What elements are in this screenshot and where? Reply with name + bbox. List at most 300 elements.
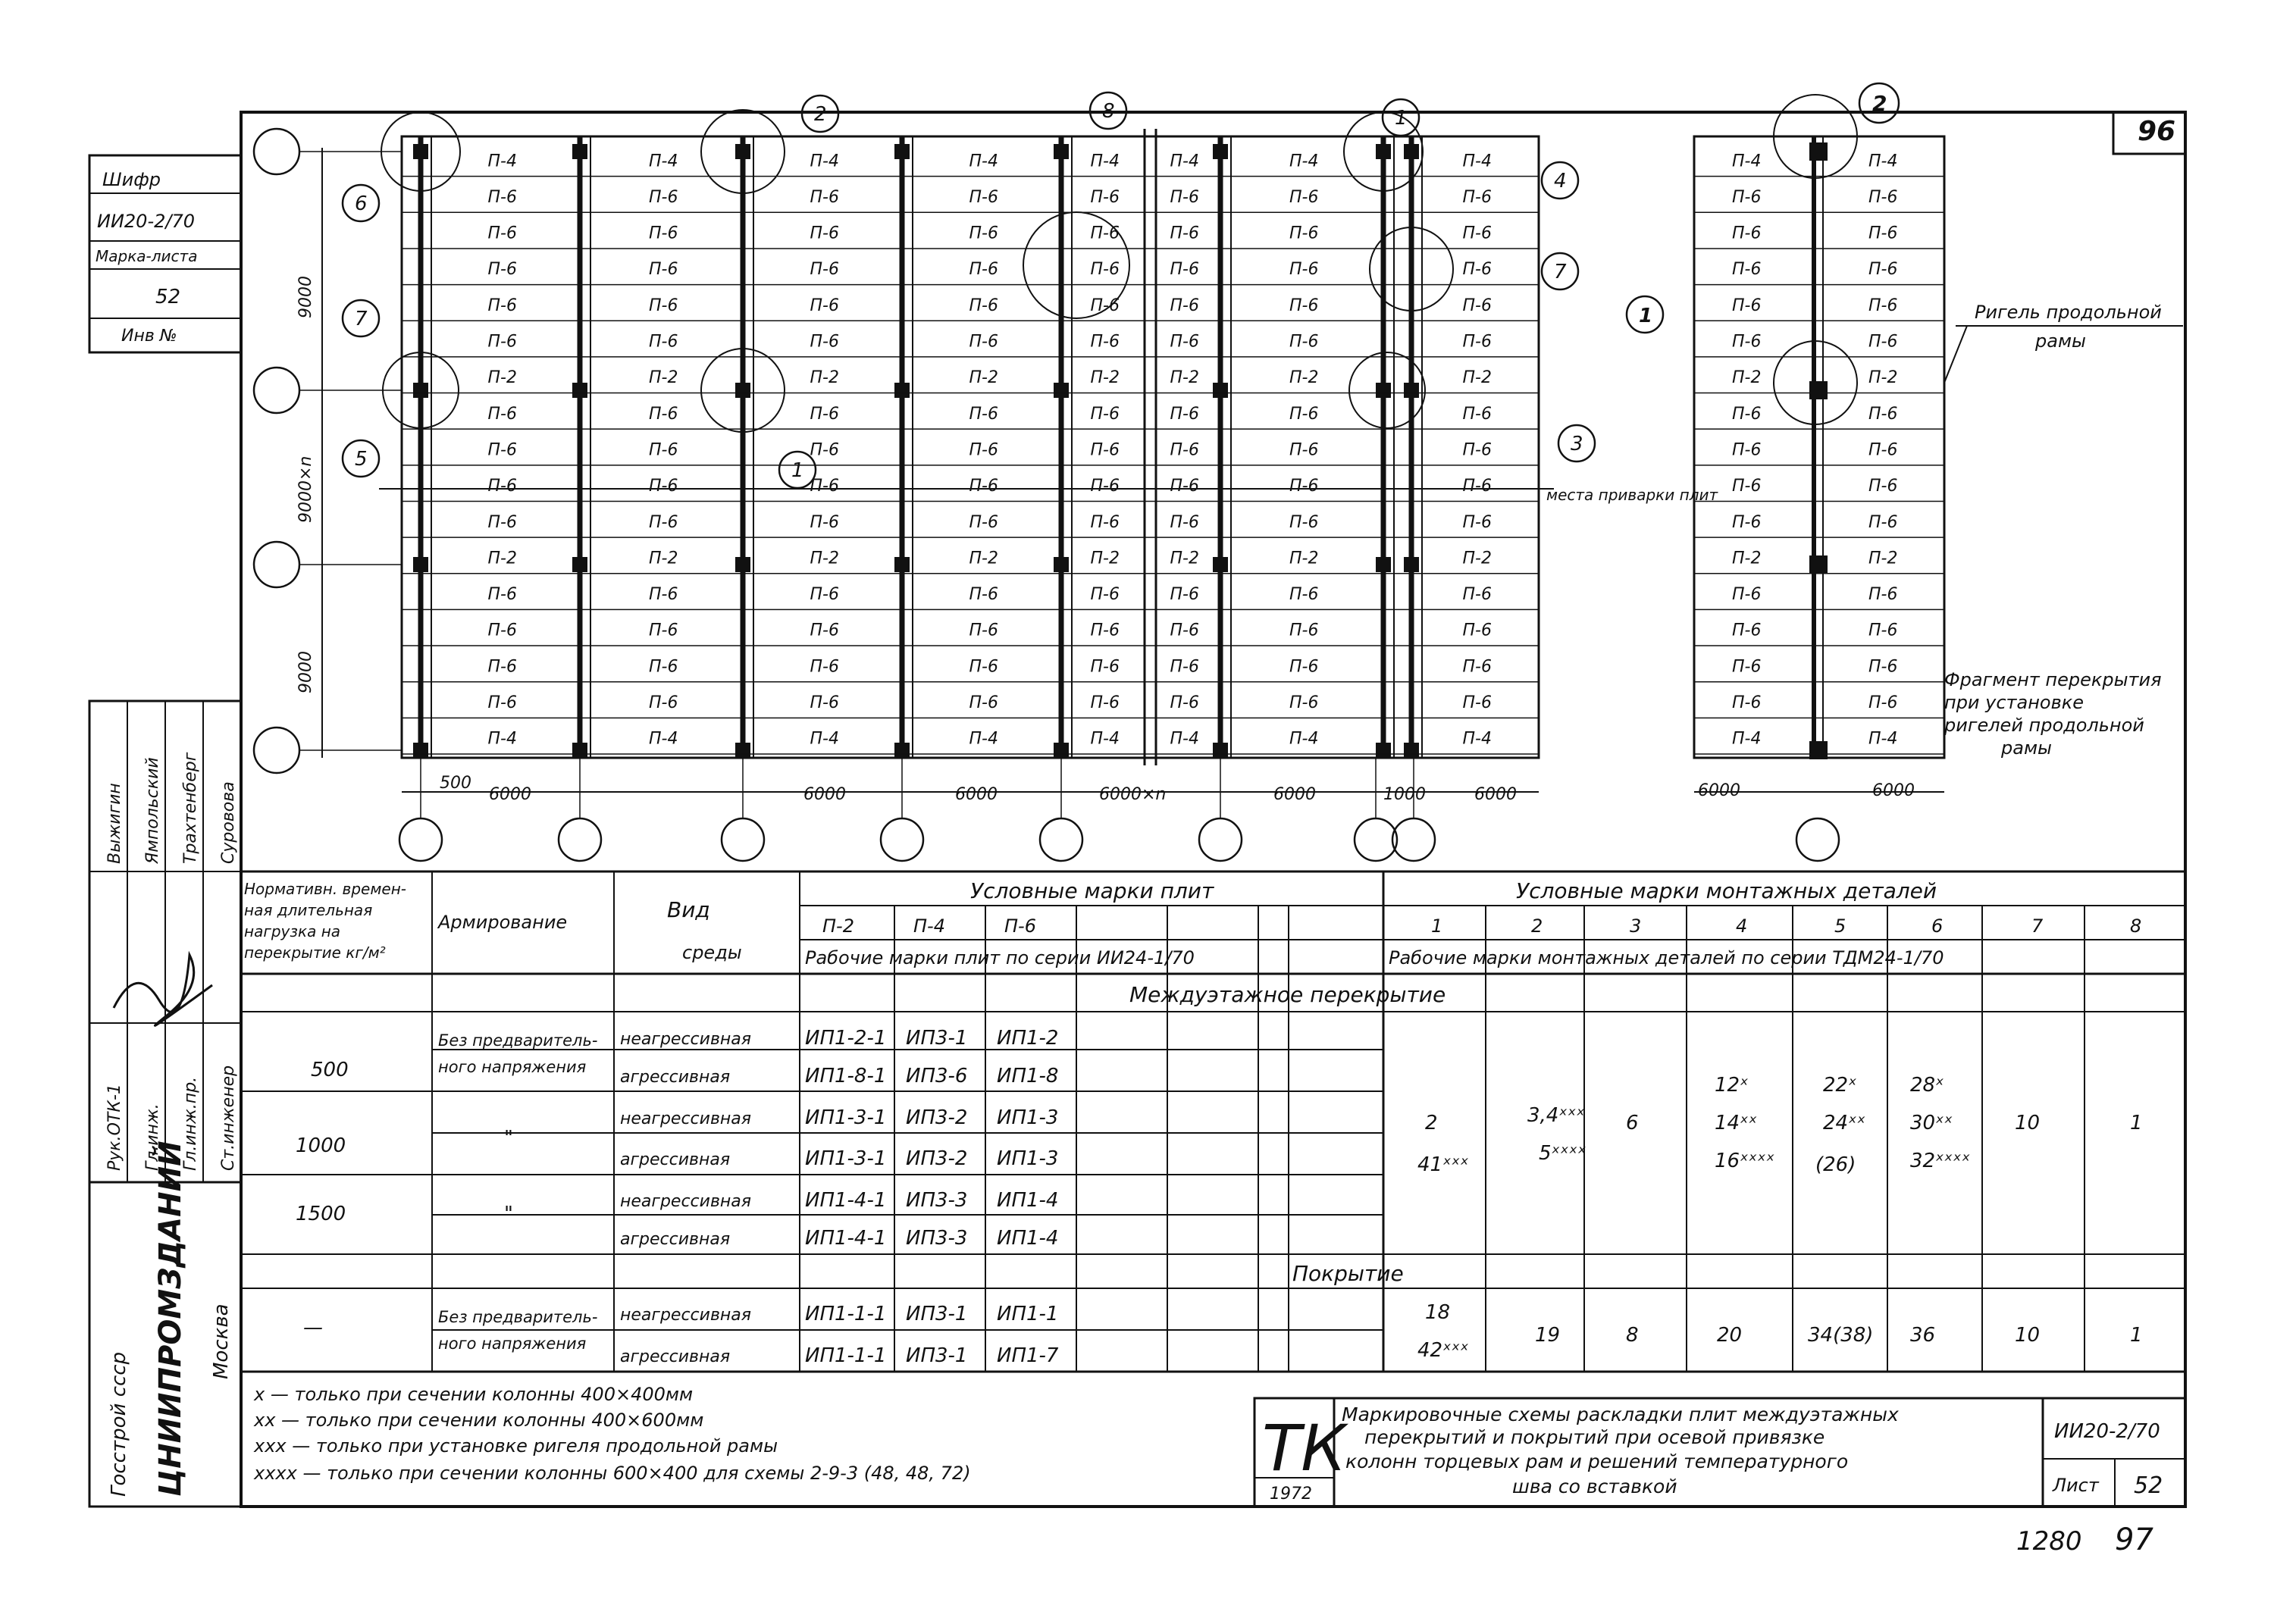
slab-label: П-6: [1170, 512, 1199, 532]
callout-number: 7: [355, 308, 368, 330]
env-cell: неагрессивная: [620, 1030, 752, 1049]
role-3: Гл.инж.пр.: [181, 1076, 200, 1171]
slab-label: П-6: [1289, 187, 1319, 207]
slab-label: П-6: [487, 440, 517, 460]
slab-label: П-6: [649, 260, 678, 280]
column-node: [735, 557, 750, 572]
slab-label: П-6: [1462, 693, 1492, 713]
inv-label: Инв №: [121, 327, 177, 346]
slab-label: П-4: [1462, 152, 1492, 171]
working-mark-p4: ИП3-3: [906, 1189, 968, 1212]
slab-label: П-6: [810, 693, 839, 713]
fragment-slab-label: П-4: [1868, 729, 1898, 749]
column-node: [1213, 144, 1228, 159]
note-2: хх — только при сечении колонны 400×600мм: [254, 1410, 704, 1431]
slab-label: П-6: [487, 260, 517, 280]
dim-h-5: 6000×n: [1099, 785, 1167, 804]
slab-label: П-6: [969, 585, 998, 605]
fragment-slab-label: П-6: [1732, 621, 1762, 640]
dim-v-2: 9000×n: [296, 455, 315, 523]
env-cell: агрессивная: [620, 1150, 731, 1169]
load-roof: —: [303, 1316, 323, 1339]
working-mark-p4: ИП3-2: [906, 1147, 968, 1170]
axis-bubble: [559, 818, 601, 861]
fragment-slab-label: П-4: [1732, 729, 1762, 749]
rd1-a: 18: [1425, 1301, 1451, 1324]
slab-label: П-6: [649, 477, 678, 496]
role-4: Ст.инженер: [219, 1065, 238, 1171]
detail-number-header: 4: [1736, 915, 1748, 937]
reinf-roof-1: Без предваритель-: [438, 1308, 598, 1326]
working-mark-p4: ИП3-1: [906, 1027, 968, 1050]
slab-label: П-6: [810, 440, 839, 460]
fd6-c: 32ˣˣˣˣ: [1910, 1150, 1971, 1172]
slab-label: П-6: [969, 296, 998, 315]
slab-label: П-6: [1170, 260, 1199, 280]
column-node: [1404, 383, 1419, 398]
env-cell: агрессивная: [620, 1068, 731, 1087]
callout-number: 6: [355, 192, 368, 215]
tk-year: 1972: [1270, 1485, 1312, 1504]
column-node: [1404, 743, 1419, 758]
sheet-number-bottom: 97: [2115, 1522, 2153, 1557]
slab-label: П-6: [1090, 693, 1120, 713]
note-3: ххх — только при установке ригеля продольной рамы: [254, 1435, 778, 1457]
working-mark-p6: ИП1-4: [997, 1189, 1059, 1212]
working-mark-p4: ИП3-1: [906, 1344, 968, 1367]
working-mark-p6: ИП1-1: [997, 1303, 1059, 1325]
detail-number-header: 7: [2031, 915, 2044, 937]
axis-bubble: [881, 818, 923, 861]
slab-label: П-6: [1462, 332, 1492, 352]
fragment-slab-label: П-6: [1732, 657, 1762, 677]
slab-label: П-2: [487, 549, 517, 568]
axis-bubble: [254, 368, 299, 413]
slab-label: П-6: [1462, 657, 1492, 677]
slab-label: П-6: [810, 187, 839, 207]
slab-label: П-2: [649, 549, 678, 568]
slab-label: П-6: [1170, 187, 1199, 207]
column-node: [572, 743, 587, 758]
rd7: 10: [2015, 1324, 2041, 1347]
cipher-value: ИИ20-2/70: [97, 211, 195, 232]
slab-mark-header: П-2: [822, 915, 854, 937]
fd5-c: (26): [1815, 1153, 1856, 1176]
working-mark-p2: ИП1-2-1: [805, 1027, 887, 1050]
column-node: [572, 383, 587, 398]
fragment-slab-label: П-6: [1868, 332, 1898, 352]
slab-label: П-2: [1090, 549, 1120, 568]
section-roof: Покрытие: [1292, 1261, 1404, 1286]
slab-label: П-2: [1289, 368, 1319, 388]
slab-label: П-6: [1090, 440, 1120, 460]
fragment-slab-label: П-2: [1732, 368, 1762, 388]
slab-label: П-4: [969, 729, 998, 749]
working-mark-p6: ИП1-7: [997, 1344, 1059, 1367]
slab-label: П-6: [810, 404, 839, 424]
column-node: [735, 144, 750, 159]
column-node: [1213, 383, 1228, 398]
working-mark-p2: ИП1-4-1: [805, 1227, 887, 1250]
hdr-working-slabs: Рабочие марки плит по серии ИИ24-1/70: [805, 947, 1195, 968]
working-mark-p2: ИП1-3-1: [805, 1147, 887, 1170]
slab-label: П-4: [1289, 729, 1319, 749]
slab-label: П-6: [810, 477, 839, 496]
fragment-slab-label: П-4: [1868, 152, 1898, 171]
slab-label: П-2: [969, 368, 998, 388]
detail-number-header: 6: [1931, 915, 1944, 937]
slab-label: П-6: [1090, 621, 1120, 640]
slab-label: П-4: [810, 729, 839, 749]
slab-label: П-4: [487, 152, 517, 171]
slab-label: П-6: [1289, 440, 1319, 460]
fd7: 10: [2015, 1112, 2041, 1134]
slab-label: П-4: [649, 729, 678, 749]
title-line-3: колонн торцевых рам и решений температурного: [1345, 1450, 1849, 1472]
slab-label: П-2: [1170, 549, 1199, 568]
title-code: ИИ20-2/70: [2054, 1420, 2160, 1443]
column-node: [894, 144, 910, 159]
fragment-slab-label: П-4: [1732, 152, 1762, 171]
hdr-working-details: Рабочие марки монтажных деталей по серии ТДМ24-1/70: [1389, 947, 1944, 968]
fd5-a: 22ˣ: [1823, 1074, 1857, 1097]
column-node: [1376, 557, 1391, 572]
reinf-roof-2: ного напряжения: [438, 1335, 587, 1353]
fragment-slab-label: П-6: [1868, 260, 1898, 280]
plan-slab-rows: [402, 152, 1539, 754]
column-node: [1054, 743, 1069, 758]
working-mark-p6: ИП1-3: [997, 1106, 1059, 1129]
frag-caption-1: Фрагмент перекрытия: [1944, 669, 2162, 690]
fragment-slab-label: П-6: [1868, 585, 1898, 605]
table-rows: [620, 1027, 1059, 1367]
slab-label: П-4: [1289, 152, 1319, 171]
slab-label: П-6: [1170, 657, 1199, 677]
slab-label: П-6: [810, 224, 839, 243]
slab-label: П-6: [1462, 585, 1492, 605]
fragment-slab-label: П-6: [1868, 693, 1898, 713]
env-cell: неагрессивная: [620, 1109, 752, 1128]
detail-number-header: 5: [1834, 915, 1846, 937]
column-node: [1404, 557, 1419, 572]
fd4-c: 16ˣˣˣˣ: [1715, 1150, 1775, 1172]
fd8: 1: [2130, 1112, 2143, 1134]
rd2: 19: [1535, 1324, 1561, 1347]
slab-label: П-2: [649, 368, 678, 388]
slab-label: П-6: [1090, 296, 1120, 315]
slab-label: П-2: [487, 368, 517, 388]
hdr-reinf: Армирование: [438, 912, 568, 933]
fragment-slab-label: П-6: [1732, 440, 1762, 460]
note-1: х — только при сечении колонны 400×400мм: [254, 1384, 694, 1405]
table-grid-lines: [894, 906, 2084, 1372]
slab-label: П-6: [810, 657, 839, 677]
slab-label: П-4: [1090, 729, 1120, 749]
slab-label: П-2: [810, 549, 839, 568]
title-block: [1254, 1398, 2185, 1507]
name-1: Выжигин: [105, 783, 124, 864]
slab-label: П-6: [1090, 224, 1120, 243]
frag-callout-1: 1: [1639, 305, 1653, 327]
slab-label: П-2: [1462, 368, 1492, 388]
callout-number: 3: [1571, 433, 1583, 455]
hdr-load-3: нагрузка на: [244, 922, 341, 940]
slab-label: П-2: [969, 549, 998, 568]
slab-label: П-6: [487, 224, 517, 243]
column-node: [894, 743, 910, 758]
slab-label: П-6: [487, 296, 517, 315]
detail-number-header: 3: [1630, 915, 1642, 937]
hdr-detail-group: Условные марки монтажных деталей: [1516, 878, 1937, 903]
slab-label: П-6: [649, 693, 678, 713]
slab-label: П-6: [969, 187, 998, 207]
axis-bubble: [1199, 818, 1242, 861]
frag-dim-1: 6000: [1698, 781, 1740, 800]
stamp-bottom: 1280: [2016, 1526, 2082, 1557]
dim-h-1: 500: [440, 774, 471, 793]
slab-label: П-6: [649, 621, 678, 640]
slab-label: П-6: [1090, 512, 1120, 532]
slab-label: П-6: [1170, 404, 1199, 424]
fragment-slab-rows: [1694, 142, 1944, 759]
slab-mark-headers: [822, 915, 1036, 937]
slab-label: П-6: [969, 512, 998, 532]
note-4: хххх — только при сечении колонны 600×400 для схемы 2-9-3 (48, 48, 72): [254, 1463, 971, 1484]
slab-label: П-2: [810, 368, 839, 388]
dim-h-2: 6000: [489, 785, 531, 804]
load-1500: 1500: [296, 1203, 346, 1225]
dim-h-7: 1000: [1383, 785, 1426, 804]
fragment-slab-label: П-6: [1732, 693, 1762, 713]
env-cell: агрессивная: [620, 1230, 731, 1249]
fragment-slab-label: П-6: [1732, 332, 1762, 352]
slab-label: П-6: [1462, 621, 1492, 640]
org-1: Госстрой ссср: [108, 1351, 130, 1497]
slab-label: П-6: [1090, 585, 1120, 605]
slab-label: П-6: [1090, 404, 1120, 424]
fd6-b: 30ˣˣ: [1910, 1112, 1953, 1134]
callout-number: 5: [355, 448, 368, 471]
slab-label: П-6: [1170, 224, 1199, 243]
mark-value: 52: [155, 286, 181, 308]
working-mark-p4: ИП3-1: [906, 1303, 968, 1325]
slab-label: П-6: [969, 440, 998, 460]
column-node: [1213, 743, 1228, 758]
axis-bubble: [1355, 818, 1397, 861]
side-block: [89, 701, 241, 1507]
fragment-slab-label: П-6: [1868, 224, 1898, 243]
title-line-4: шва со вставкой: [1512, 1475, 1677, 1497]
slab-label: П-2: [1170, 368, 1199, 388]
fd3: 6: [1626, 1112, 1639, 1134]
title-sheet-number: 52: [2134, 1472, 2163, 1499]
fragment-slab-label: П-6: [1732, 585, 1762, 605]
reinf-floor-1: Без предваритель-: [438, 1031, 598, 1050]
frag-caption-3: ригелей продольной: [1944, 715, 2144, 736]
column-node: [735, 383, 750, 398]
org-2: ЦНИИПРОМЗДАНИЙ: [153, 1141, 188, 1497]
detail-number-header: 1: [1431, 915, 1443, 937]
fd6-a: 28ˣ: [1910, 1074, 1944, 1097]
column-node: [413, 383, 428, 398]
frag-caption-4: рамы: [2001, 737, 2052, 759]
slab-label: П-6: [487, 477, 517, 496]
slab-mark-header: П-6: [1004, 915, 1036, 937]
working-mark-p4: ИП3-6: [906, 1065, 968, 1087]
callout-number: 8: [1102, 100, 1115, 123]
slab-label: П-6: [487, 693, 517, 713]
fragment-slab-label: П-6: [1732, 404, 1762, 424]
fragment-slab-label: П-6: [1868, 512, 1898, 532]
column-node: [413, 743, 428, 758]
load-1000: 1000: [296, 1134, 346, 1157]
slab-label: П-6: [1170, 585, 1199, 605]
slab-mark-header: П-4: [913, 915, 945, 937]
slab-label: П-4: [1170, 729, 1199, 749]
slab-label: П-4: [969, 152, 998, 171]
slab-label: П-6: [1170, 296, 1199, 315]
slab-label: П-4: [810, 152, 839, 171]
name-4: Суровова: [219, 781, 238, 864]
dim-h-8: 6000: [1474, 785, 1517, 804]
slab-label: П-6: [810, 621, 839, 640]
working-mark-p4: ИП3-2: [906, 1106, 968, 1129]
working-mark-p2: ИП1-1-1: [805, 1344, 887, 1367]
fragment-slab-label: П-6: [1868, 296, 1898, 315]
sheet-frame: [241, 112, 2185, 1507]
slab-label: П-6: [1170, 332, 1199, 352]
axis-bubble: [254, 728, 299, 773]
slab-label: П-4: [1170, 152, 1199, 171]
slab-label: П-2: [1462, 549, 1492, 568]
slab-label: П-6: [649, 657, 678, 677]
fragment-slab-label: П-2: [1868, 368, 1898, 388]
hdr-slab-group: Условные марки плит: [970, 878, 1214, 903]
slab-label: П-6: [1462, 440, 1492, 460]
working-mark-p6: ИП1-3: [997, 1147, 1059, 1170]
column-node: [413, 557, 428, 572]
slab-label: П-6: [487, 332, 517, 352]
dim-h-4: 6000: [955, 785, 998, 804]
slab-label: П-6: [1170, 440, 1199, 460]
slab-label: П-6: [1170, 621, 1199, 640]
fragment-slab-label: П-6: [1868, 657, 1898, 677]
slab-label: П-6: [1289, 621, 1319, 640]
slab-label: П-6: [1289, 224, 1319, 243]
left-stamp: [89, 155, 241, 352]
column-node: [1376, 383, 1391, 398]
slab-label: П-6: [487, 621, 517, 640]
slab-label: П-6: [1170, 477, 1199, 496]
slab-label: П-6: [1090, 477, 1120, 496]
column-node: [572, 144, 587, 159]
slab-label: П-4: [487, 729, 517, 749]
spec-table: [241, 871, 2185, 1372]
reinf-ditto-2: ": [504, 1203, 513, 1225]
slab-label: П-6: [649, 187, 678, 207]
sheet-number-top: 96: [2138, 116, 2176, 147]
slab-label: П-4: [1462, 729, 1492, 749]
slab-label: П-6: [1462, 404, 1492, 424]
hdr-load-4: перекрытие кг/м²: [244, 943, 386, 962]
slab-label: П-6: [1462, 260, 1492, 280]
slab-label: П-6: [487, 187, 517, 207]
rd4: 20: [1717, 1324, 1743, 1347]
slab-label: П-6: [1289, 260, 1319, 280]
callout-number: 1: [1395, 107, 1408, 130]
slab-label: П-6: [1462, 187, 1492, 207]
callout-number: 1: [791, 459, 804, 482]
working-mark-p6: ИП1-8: [997, 1065, 1059, 1087]
detail-number-header: 2: [1531, 915, 1543, 937]
slab-label: П-2: [1090, 368, 1120, 388]
column-node: [1054, 383, 1069, 398]
column-node: [1213, 557, 1228, 572]
fragment-slab-label: П-6: [1868, 404, 1898, 424]
column-node: [1376, 144, 1391, 159]
slab-label: П-6: [810, 296, 839, 315]
slab-label: П-2: [1289, 549, 1319, 568]
dim-v-1: 9000: [296, 276, 315, 318]
slab-label: П-4: [1090, 152, 1120, 171]
frag-label-2: рамы: [2035, 330, 2086, 352]
fd2-b: 5ˣˣˣˣ: [1539, 1142, 1586, 1165]
slab-label: П-6: [1289, 332, 1319, 352]
footnotes: [253, 1384, 971, 1484]
cipher-label: Шифр: [102, 169, 161, 190]
slab-label: П-6: [1462, 296, 1492, 315]
slab-label: П-6: [1090, 332, 1120, 352]
plan-columns: [379, 129, 1554, 765]
slab-label: П-6: [969, 332, 998, 352]
slab-label: П-6: [1170, 693, 1199, 713]
slab-label: П-6: [969, 224, 998, 243]
seam-note: места приварки плит: [1546, 486, 1718, 504]
fragment-plan: [1627, 83, 2183, 861]
working-mark-p6: ИП1-4: [997, 1227, 1059, 1250]
slab-label: П-6: [649, 585, 678, 605]
axis-bubble: [722, 818, 764, 861]
slab-label: П-6: [649, 440, 678, 460]
fragment-slab-label: П-6: [1732, 187, 1762, 207]
column-node: [572, 557, 587, 572]
dim-v-3: 9000: [296, 651, 315, 693]
working-mark-p2: ИП1-8-1: [805, 1065, 887, 1087]
hdr-load-1: Нормативн. времен-: [244, 880, 407, 898]
tk-mark: ТК: [1262, 1411, 1346, 1485]
fd1-b: 41ˣˣˣ: [1417, 1153, 1469, 1176]
dim-h-3: 6000: [803, 785, 846, 804]
axis-bubble: [1392, 818, 1435, 861]
mark-label: Марка-листа: [96, 247, 198, 265]
slab-label: П-6: [1289, 657, 1319, 677]
floor-plan: [254, 92, 1718, 861]
slab-label: П-6: [649, 332, 678, 352]
hdr-env-1: Вид: [667, 897, 710, 922]
detail-number-header: 8: [2130, 915, 2142, 937]
slab-label: П-6: [487, 512, 517, 532]
working-mark-p6: ИП1-2: [997, 1027, 1059, 1050]
slab-label: П-6: [810, 260, 839, 280]
fragment-slab-label: П-6: [1732, 296, 1762, 315]
fragment-slab-label: П-6: [1732, 512, 1762, 532]
slab-label: П-6: [1289, 477, 1319, 496]
slab-label: П-6: [810, 585, 839, 605]
slab-label: П-6: [1462, 512, 1492, 532]
load-500: 500: [311, 1059, 349, 1081]
rd8: 1: [2130, 1324, 2143, 1347]
frag-caption-2: при установке: [1944, 692, 2084, 713]
